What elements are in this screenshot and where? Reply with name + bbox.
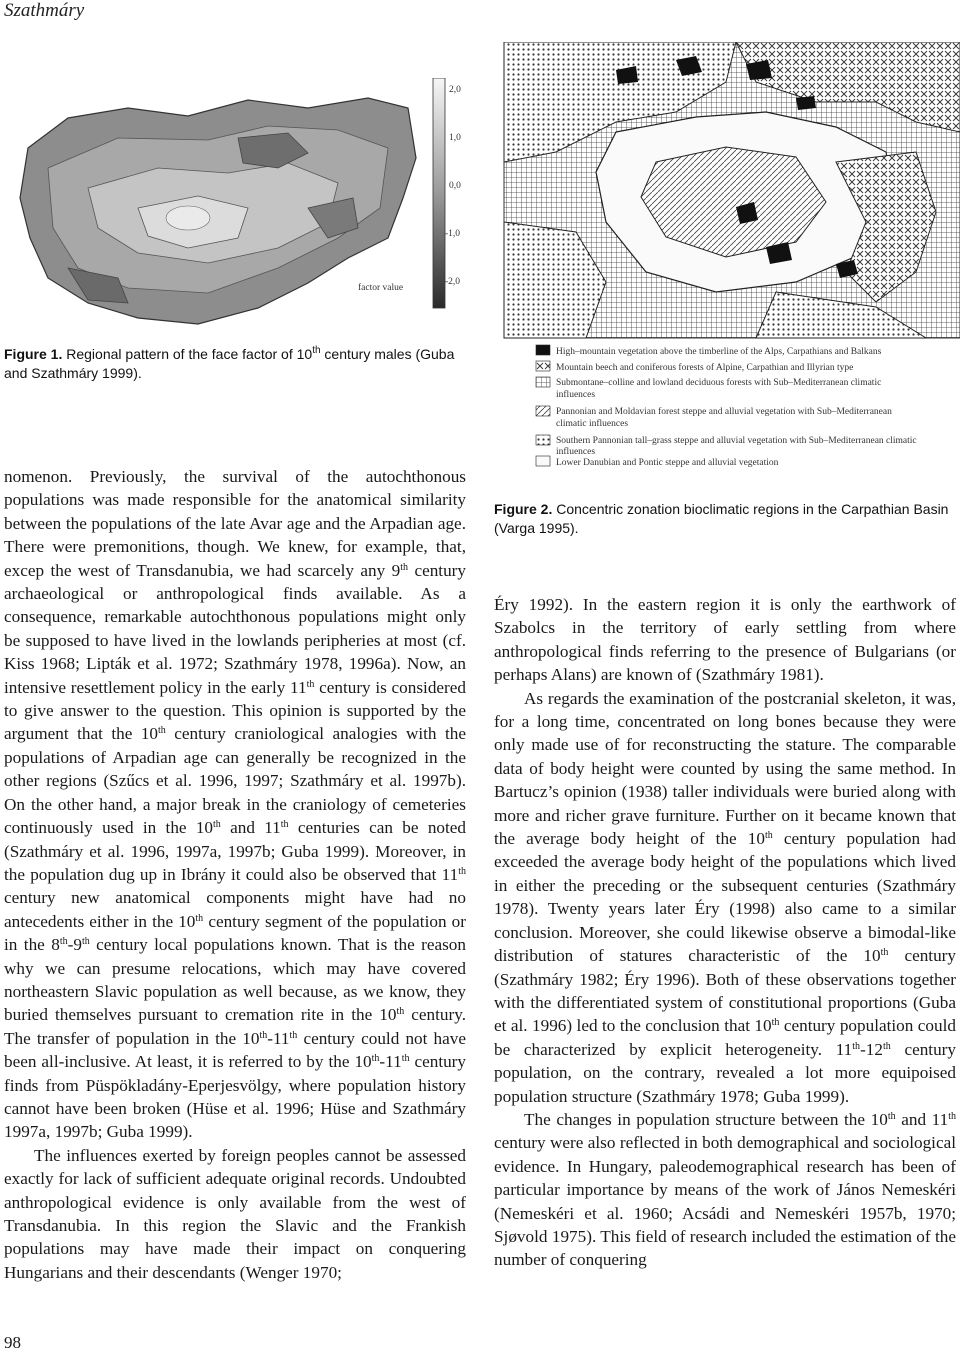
legend-item-3: Submontane–colline and lowland deciduous forests with Sub–Mediterranean climatic (556, 378, 882, 388)
figure-2-caption-text: Concentric zonation bioclimatic regions in the Carpathian Basin (Varga 1995). (494, 501, 949, 536)
text-run: century could not have been all-inclusive. At least, it is referred to by the 10 (4, 1028, 466, 1072)
legend-item-3b: influences (556, 390, 596, 400)
paragraph (494, 687, 956, 1108)
text-run: and 11 (895, 1109, 949, 1129)
figure-2-map (496, 42, 960, 474)
sup: th (764, 830, 773, 842)
text-run: century archaeological or anthropological finds available. As a consequence, remarkable autochthonous populations might only be supposed to have lived in the lowlands peripheries at most (cf. Kiss 1968; Lipták et al. 1972; Szathmáry 1978, 1996a). Now, an intensive resettlement policy in the early 11 (4, 560, 466, 697)
sup: th (289, 1029, 298, 1041)
text-run: century population could be characterized by explicit heterogeneity. 11 (494, 1016, 956, 1059)
legend-item-1: High–mountain vegetation above the timberline of the Alps, Carpathians and Balkans (556, 347, 882, 357)
sup: th (852, 1040, 861, 1052)
text-run: century population, on the contrary, revealed a lot more equipoised population structure (Szathmáry 1978; Guba 1999). (494, 1039, 956, 1106)
paragraph (4, 465, 466, 1144)
text-run: century local populations known. That is the reason why we can presume relocations, which may have covered northeastern Slavic population as well because, as we know, they buried themselves pursuant to cremation rite in the 10 (4, 935, 466, 1025)
sup: th (396, 1006, 405, 1018)
legend-value-1: 2,0 (449, 85, 461, 95)
legend-value-2: 1,0 (449, 133, 461, 143)
figure-1-caption-text: Regional pattern of the face factor of 10 (66, 346, 313, 362)
text-run: -12 (860, 1039, 883, 1059)
running-head: Szathmáry (4, 0, 85, 21)
legend-item-2: Mountain beech and coniferous forests of Alpine, Carpathian and Illyrian type (556, 363, 854, 373)
sup: th (887, 1110, 896, 1122)
text-run: century finds from Püspökladány-Eperjesvölgy, where population history cannot have been broken (Hüse et al. 1996; Hüse and Szathmáry 1997a, 1997b; Guba 1999). (4, 1052, 466, 1142)
sup: th (259, 1029, 268, 1041)
legend-label: factor value (358, 283, 404, 293)
text-run: and 11 (220, 818, 281, 838)
right-column (494, 593, 956, 1272)
text-run: -9 (67, 935, 82, 955)
legend-item-4: Pannonian and Moldavian forest steppe and alluvial vegetation with Sub–Mediterranean (556, 407, 892, 417)
hungary-contour-map (8, 78, 468, 338)
sup: th (280, 819, 289, 831)
text-run: century segment of the population or in the 8 (4, 911, 466, 955)
sup: th (371, 1053, 380, 1065)
paragraph (494, 1108, 956, 1272)
paragraph: Éry 1992). In the eastern region it is only the earthwork of Szabolcs in the territory of early settling from where anthropological finds referring to the presence of Bulgarians (or perhaps Alans) are known of (Szathmáry 1981). (494, 595, 956, 685)
text-run: century is considered to give answer to the question. This opinion is supported by the argument that the 10 (4, 677, 466, 744)
sup: th (195, 912, 204, 924)
figure-1-map (8, 78, 468, 338)
carpathian-basin-map (496, 42, 960, 474)
text-run: century new anatomical components might have had no antecedents either in the 10 (4, 888, 466, 931)
text-run: century population had exceeded the average body height of the populations which lived in either the preceding or the subsequent centuries (Szathmáry 1978). Twenty years later Éry (1998) also came to a similar conclusion. Moreover, she could likewise observe a bimodal-like distribution of statures characteristic of the 10 (494, 829, 956, 966)
text-run: century craniological analogies with the populations of Arpadian age can generally be recognized in the other regions (Szűcs et al. 1996, 1997; Szathmáry et al. 1997b). On the other hand, a major break in the craniology of cemeteries continuously used in the 10 (4, 724, 466, 838)
sup: th (213, 819, 221, 831)
text-run: centuries can be noted (Szathmáry et al. 1996, 1997a, 1997b; Guba 1999). Moreover, in the population dug up in Ibrány it could also be observed that 11 (4, 818, 467, 884)
text-run: century were also reflected in both demographical and sociological evidence. In Hungary, paleodemographical research has been of particular importance by means of the work of János Nemeskéri (Nemeskéri et al. 1960; Acsádi and Nemeskéri 1957b, 1970; Sjøvold 1975). This field of research included the estimation of the number of conquering (494, 1133, 956, 1270)
legend-value-3: 0,0 (449, 181, 461, 191)
legend-value-5: -2,0 (445, 277, 461, 287)
text-run: -11 (267, 1028, 290, 1048)
left-column (4, 465, 466, 1284)
text-run: As regards the examination of the postcranial skeleton, it was, for a long time, concentrated on long bones because they were only made use of for reconstructing the stature. The comparable data of body height were counted by using the same method. In Bartucz’s opinion (1938) taller individuals were buried along with more and richer grave furniture. Further on it became known that the average body height of the 10 (494, 688, 956, 849)
legend-item-6: Lower Danubian and Pontic steppe and alluvial vegetation (556, 458, 779, 468)
text-run: nomenon. Previously, the survival of the autochthonous populations was made responsible for the anatomical similarity between the populations of the late Avar age and the Arpadian age. There were premonitions, though. We knew, for example, that, excep the west of Transdanubia, we had scarcely any 9 (4, 467, 466, 580)
sup: th (81, 936, 90, 948)
figure-1-label: Figure 1. (4, 346, 63, 362)
sup: th (948, 1110, 956, 1122)
sup: th (59, 936, 68, 948)
sup: th (306, 678, 315, 690)
page-number: 98 (4, 1333, 21, 1352)
legend-item-4b: climatic influences (556, 419, 629, 429)
text-run: The changes in population structure between the 10 (524, 1109, 888, 1129)
figure-1-caption (4, 345, 469, 383)
sup: th (158, 725, 166, 737)
paragraph: The influences exerted by foreign peoples cannot be assessed exactly for lack of sufficient adequate original records. Undoubted anthropological evidence is only available from the west of Transdanubia. In this region the Slavic and the Frankish populations may have made their impact on conquering Hungarians and their descendants (Wenger 1970; (4, 1145, 466, 1282)
sup: th (400, 561, 409, 573)
text-run: century (Szathmáry 1982; Éry 1996). Both of these observations together with the differentiated system of constitutional proportions (Guba et al. 1996) led to the conclusion that 10 (494, 946, 956, 1036)
figure-2-caption (494, 500, 959, 538)
legend-item-5b: influences (556, 447, 596, 457)
text-run: century. The transfer of population in the 10 (4, 1005, 467, 1048)
sup: th (312, 345, 321, 356)
legend-value-4: -1,0 (445, 229, 461, 239)
legend-item-5: Southern Pannonian tall–grass steppe and alluvial vegetation with Sub–Mediterranean climatic (556, 436, 917, 446)
sup: th (458, 865, 466, 877)
sup: th (880, 947, 889, 959)
sup: th (771, 1017, 780, 1029)
figure-1-caption-text-end: century males (Guba and Szathmáry 1999). (4, 346, 455, 381)
sup: th (401, 1053, 410, 1065)
sup: th (882, 1040, 891, 1052)
text-run: -11 (379, 1052, 402, 1072)
figure-2-label: Figure 2. (494, 501, 553, 517)
